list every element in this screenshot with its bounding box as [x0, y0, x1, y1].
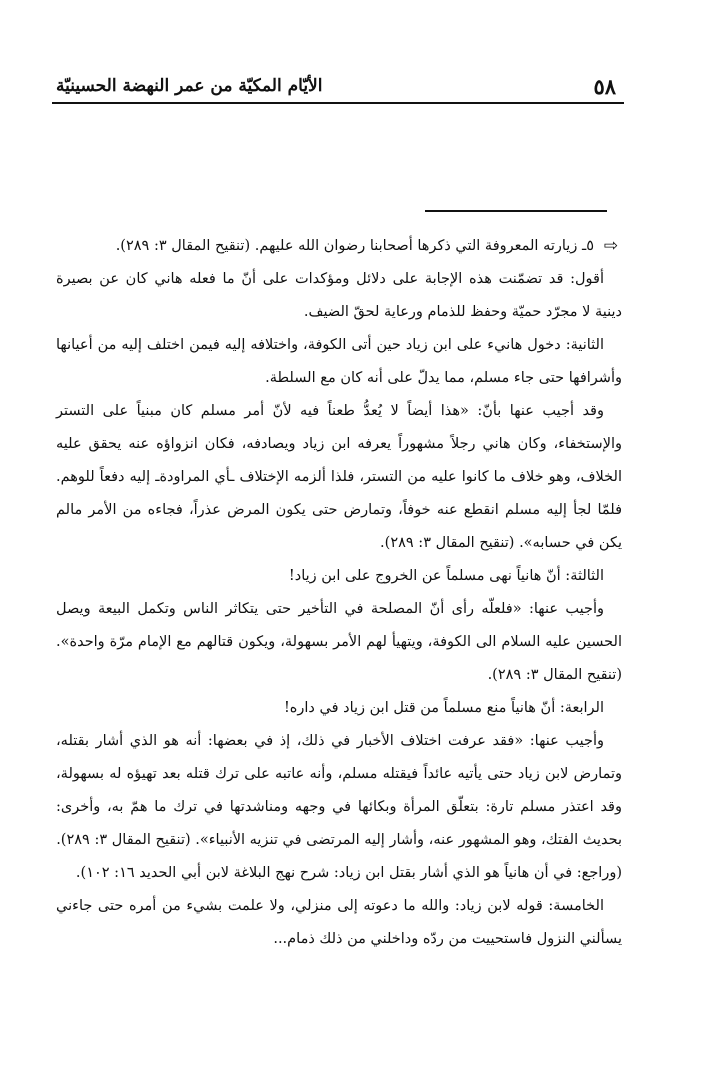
- paragraph-second-objection: الثانية: دخول هانيء على ابن زياد حين أتى الكوفة، واختلافه إليه فيمن اختلف إليه من أعيانها وأشرافها حتى جاء مسلم، مما يدلّ على أنه كان مع السلطة.: [56, 337, 622, 386]
- footnote-continuation: [56, 230, 622, 263]
- page-number: ٥٨: [593, 74, 616, 99]
- footnote-separator: [425, 210, 607, 212]
- paragraph-third-answer: وأجيب عنها: «فلعلّه رأى أنّ المصلحة في التأخير حتى يتكاثر الناس وتكمل البيعة ويصل الحسين عليه السلام الى الكوفة، ويتهيأ لهم الأمر بسهولة، ويكون قتالهم مع الإمام مرّة واحدة». (تنقيح المقال ٣: ٢٨٩).: [56, 601, 622, 683]
- paragraph-comment: أقول: قد تضمّنت هذه الإجابة على دلائل ومؤكدات على أنّ ما فعله هاني كان عن بصيرة دينية لا مجرّد حميّة وحفظ للذمام ورعاية لحقّ الضيف.: [56, 271, 622, 320]
- paragraph-second-answer: وقد أجيب عنها بأنّ: «هذا أيضاً لا يُعدُّ طعناً فيه لأنّ أمر مسلم كان مبنياً على التستر والإستخفاء، وكان هاني رجلاً مشهوراً يعرفه ابن زياد ويصادفه، فكان انزواؤه عنه يحقق عليه الخلاف، وهو خلاف ما كانوا عليه من التستر، فلذا ألزمه الإختلاف ـأي المراودةـ إليه دفعاً للوهم. فلمّا لجأ إليه مسلم انقطع عنه خوفاً، وتمارض حتى يكون المرض عذراً، فجاءه من الأمر مالم يكن في حسابه». (تنقيح المقال ٣: ٢٨٩).: [56, 403, 622, 551]
- running-title: الأيّام المكيّة من عمر النهضة الحسينيّة: [56, 76, 323, 96]
- continuation-arrow-icon: ⇨: [603, 236, 619, 256]
- paragraph-fifth-objection: الخامسة: قوله لابن زياد: والله ما دعوته إلى منزلي، ولا علمت بشيء من أمره حتى جاءني يسألني النزول فاستحييت من ردّه وداخلني من ذلك ذمام...: [56, 898, 622, 947]
- paragraph-third-objection: الثالثة: أنّ هانياً نهى مسلماً عن الخروج على ابن زياد!: [288, 568, 604, 584]
- paragraph-reference: (وراجع: في أن هانياً هو الذي أشار بقتل ابن زياد: شرح نهج البلاغة لابن أبي الحديد ١٦: ١٠٢).: [75, 865, 622, 881]
- page-header: [52, 68, 624, 104]
- paragraph-fourth-objection: الرابعة: أنّ هانياً منع مسلماً من قتل ابن زياد في داره!: [283, 700, 604, 716]
- footnote-text: ٥ـ زيارته المعروفة التي ذكرها أصحابنا رضوان الله عليهم. (تنقيح المقال ٣: ٢٨٩).: [115, 238, 594, 254]
- page-body: [56, 230, 622, 956]
- paragraph-fourth-answer: وأجيب عنها: «فقد عرفت اختلاف الأخبار في ذلك، إذ في بعضها: أنه هو الذي أشار بقتله، وتمارض لابن زياد حتى يأتيه عائداً فيقتله مسلم، وأنه عاتبه على ترك قتله بعد تهيؤه له بسهولة، وقد اعتذر مسلم تارة: بتعلّق المرأة وبكائها في وجهه ومناشدتها في ترك ما همّ به، وأخرى: بحديث الفتك، وهو المشهور عنه، وأشار إليه المرتضى في تنزيه الأنبياء». (تنقيح المقال ٣: ٢٨٩).: [56, 733, 622, 848]
